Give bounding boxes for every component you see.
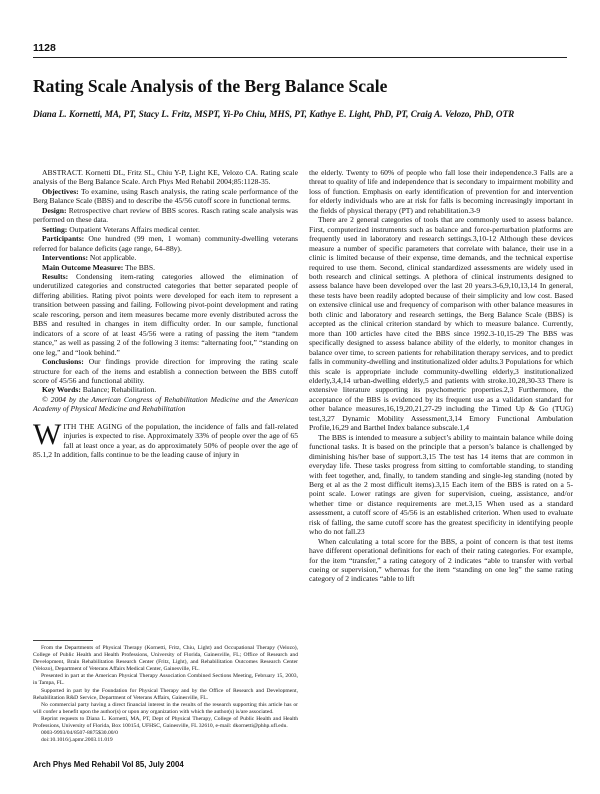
outcome-label: Main Outcome Measure: (42, 262, 124, 272)
design-text: Retrospective chart review of BBS scores. Rasch rating scale analysis was performed on these data. (33, 205, 298, 225)
interventions-text: Not applicable. (89, 253, 137, 263)
footnote-conflict: No commercial party having a direct financial interest in the results of the research supporting this article has or will confer a benefit upon the author(s) or upon any organization with which the author(s) is/are associated. (33, 701, 298, 715)
footnote-affiliations: From the Departments of Physical Therapy (Kornetti, Fritz, Chiu, Light) and Occupational Therapy (Velozo), College of Public Health and Health Professions, University of Florida, Gainesville, FL; Office of Research and Development, Brain Rehabilitation Research Center (Fritz, Light), and Rehabilitation Outcomes Research Center (Velozo), Department of Veterans Affairs Medical Center, Gainesville, FL. (33, 645, 298, 673)
copyright-text: © 2004 by the American Congress of Rehabilitation Medicine and the American Academy of Physical Medicine and Rehabilitation (33, 394, 298, 414)
page-number: 1128 (33, 42, 56, 54)
abstract-conclusions (33, 357, 298, 385)
objectives-label: Objectives: (42, 186, 79, 196)
footnote-reprint: Reprint requests to Diana L. Kornetti, MA, PT, Dept of Physical Therapy, College of Public Health and Health Professions, University of Florida, Box 100154, UFHSC, Gainesville, FL 32610, e-mail: dkornetti@phhp.ufl.edu. (33, 715, 298, 730)
intro-text: of the population, the incidence of falls and fall-related injuries is expected to rise. Approximately 33% of people over the age of 65 fall at least once a year, as do approximately 50% of people over the age of 85.1,2 In addition, falls continue to be the leading cause of injury in (33, 421, 299, 460)
body-paragraph: The BBS is intended to measure a subject’s ability to maintain balance while doing functional tasks. It is based on the principle that a person’s balance is challenged by diminishing his/her base of support.3,15 The test has 14 items that are common in everyday life. These tasks progress from sitting to comfortable standing, to standing with feet together, and, finally, to tandem standing and single-leg standing (noted by Berg et al as the 2 most difficult items).3,15 Each item of the BBS is rated on a 5-point scale. Lower ratings are given for supervision, cueing, assistance, and/or whether time or distance requirements are met.3,15 When used as a standard assessment, a cutoff score of 45/56 is an established criterion. When used to evaluate risk of falling, the same cutoff score has the greatest specificity in identifying people who do not fall.23 (309, 432, 573, 537)
footnote-rule (33, 640, 93, 641)
drop-cap: W (33, 417, 62, 451)
header-rule (33, 57, 567, 58)
abstract-citation: ABSTRACT. Kornetti DL, Fritz SL, Chiu Y-P, Light KE, Velozo CA. Rating scale analysis of the Berg Balance Scale. Arch Phys Med Rehabil 2004;85:1128-35. (33, 168, 298, 187)
interventions-label: Interventions: (42, 253, 88, 263)
footnotes (33, 640, 298, 744)
author-list: Diana L. Kornetti, MA, PT, Stacy L. Fritz, MSPT, Yi-Po Chiu, MHS, PT, Kathye E. Light, PhD, PT, Craig A. Velozo, PhD, OTR (33, 109, 515, 119)
footnote-support: Supported in part by the Foundation for Physical Therapy and by the Office of Research and Development, Rehabilitation R&D Service, Department of Veterans Affairs, Gainesville, FL. (33, 687, 298, 701)
keywords-text: Balance; Rehabilitation. (82, 385, 157, 395)
abstract-setting (33, 225, 298, 234)
left-column (33, 168, 298, 460)
setting-label: Setting: (42, 224, 68, 234)
objectives-text: To examine, using Rasch analysis, the rating scale performance of the Berg Balance Scale (BBS) and to describe the 45/56 cutoff score in functional terms. (33, 186, 298, 206)
body-paragraph: the elderly. Twenty to 60% of people who fall lose their independence.3 Falls are a threat to quality of life and independence that is secondary to impairment mobility and loss of function. Emphasis on early identification of prevention for and intervention for elderly individuals who are at risk for falls is becoming increasingly important in the fields of physical therapy (PT) and rehabilitation.3-9 (309, 168, 573, 215)
copyright-notice (33, 395, 298, 414)
footnote-doi: doi:10.1016/j.apmr.2003.11.019 (41, 737, 113, 744)
setting-text: Outpatient Veterans Affairs medical center. (69, 224, 200, 234)
abstract-interventions (33, 253, 298, 262)
conclusions-text: Our findings provide direction for improving the rating scale structure for each of the items and establish a connection between the BBS cutoff score of 45/56 and functional ability. (33, 357, 298, 385)
article-title: Rating Scale Analysis of the Berg Balance Scale (33, 76, 388, 96)
abstract-keywords (33, 385, 298, 394)
results-text: Condensing item-rating categories allowed the elimination of underutilized categories and constructed categories that better separated people of differing abilities. Rating pivot points were developed for each item to represent a transition between passing and failing. Following pivot-point development and rating scale rescoring, person and item measures became more evenly distributed across the BBS and resulted in changes in item difficulty order. In our sample, functional indicators of a score of at least 45/56 were a rating of passing the item “tandem stance,” as well as passing 2 of the following 3 items: “alternating foot,” “standing on one leg,” and “look behind.” (33, 271, 299, 357)
keywords-label: Key Words: (42, 385, 81, 395)
abstract-results (33, 272, 298, 357)
abstract-outcome (33, 263, 298, 272)
outcome-text: The BBS. (125, 262, 155, 272)
introduction-paragraph (33, 417, 299, 460)
journal-footer: Arch Phys Med Rehabil Vol 85, July 2004 (33, 760, 184, 769)
participants-text: One hundred (99 men, 1 woman) community-dwelling veterans referred for balance deficits (age range, 64–88y). (33, 234, 298, 253)
conclusions-label: Conclusions: (42, 357, 84, 367)
footnote-issn: 0003-9993/04/8507-8875$30.00/0 (41, 730, 118, 737)
body-paragraph: When calculating a total score for the BBS, a point of concern is that test items have different operational definitions for each of their rating categories. For example, for the item “transfer,” a rating category of 2 indicates “able to transfer with verbal cueing or supervision,” whereas for the item “standing on one leg” the same rating category of 2 indicates “able to lift (309, 536, 573, 584)
results-label: Results: (42, 271, 69, 281)
footnote-presented: Presented in part at the American Physical Therapy Association Combined Sections Meeting, February 15, 2003, in Tampa, FL. (33, 673, 298, 687)
design-label: Design: (42, 205, 67, 215)
participants-label: Participants: (42, 234, 85, 244)
abstract-objectives (33, 187, 298, 206)
body-paragraph: There are 2 general categories of tools that are commonly used to assess balance. First, computerized instruments such as balance and force-perturbation platforms are frequently used in laboratory and research settings.3,10-12 Although these devices measure a number of specific parameters that correlate with balance, their use in a clinic is limited because of their expense, time demands, and the technical expertise required to use them. Second, clinical standardized assessments are widely used in both research and clinical settings. A plethora of clinical instruments designed to assess balance have been developed over the last 20 years.3-6,9,10,13,14 In general, these tests have been readily adopted because of their simplicity and low cost. Based on extensive clinical use and frequency of comparison with other balance measures in both clinic and laboratory and research settings, the Berg Balance Scale (BBS) is accepted as the clinical criterion standard by which to measure balance. Currently, more than 100 articles have cited the BBS since 1992.3-10,15-29 The BBS was specifically designed to assess balance ability of the elderly, to monitor changes in balance over time, to screen patients for rehabilitation therapy services, and to predict falls in community-dwelling and institutionalized older adults.3 Populations for which this scale is appropriate include community-dwelling elderly,3 institutionalized elderly,3,4,14 urban-dwelling elderly,5 and patients with stroke.10,28,30-33 There is extensive literature supporting its psychometric properties.2,3 Furthermore, the acceptance of the BBS is evidenced by its frequent use as a validation standard for other balance measures,16,19,20,21,27-29 including the Timed Up & Go (TUG) test,3,27 Dynamic Mobility Assessment,3,14 Emory Functional Ambulation Profile,16,29 and Barthel Index balance subscale.1,4 (309, 215, 573, 433)
intro-smallcaps: ITH THE AGING (63, 421, 123, 431)
abstract-participants (33, 234, 298, 253)
right-column (309, 168, 573, 584)
abstract-design (33, 206, 298, 225)
